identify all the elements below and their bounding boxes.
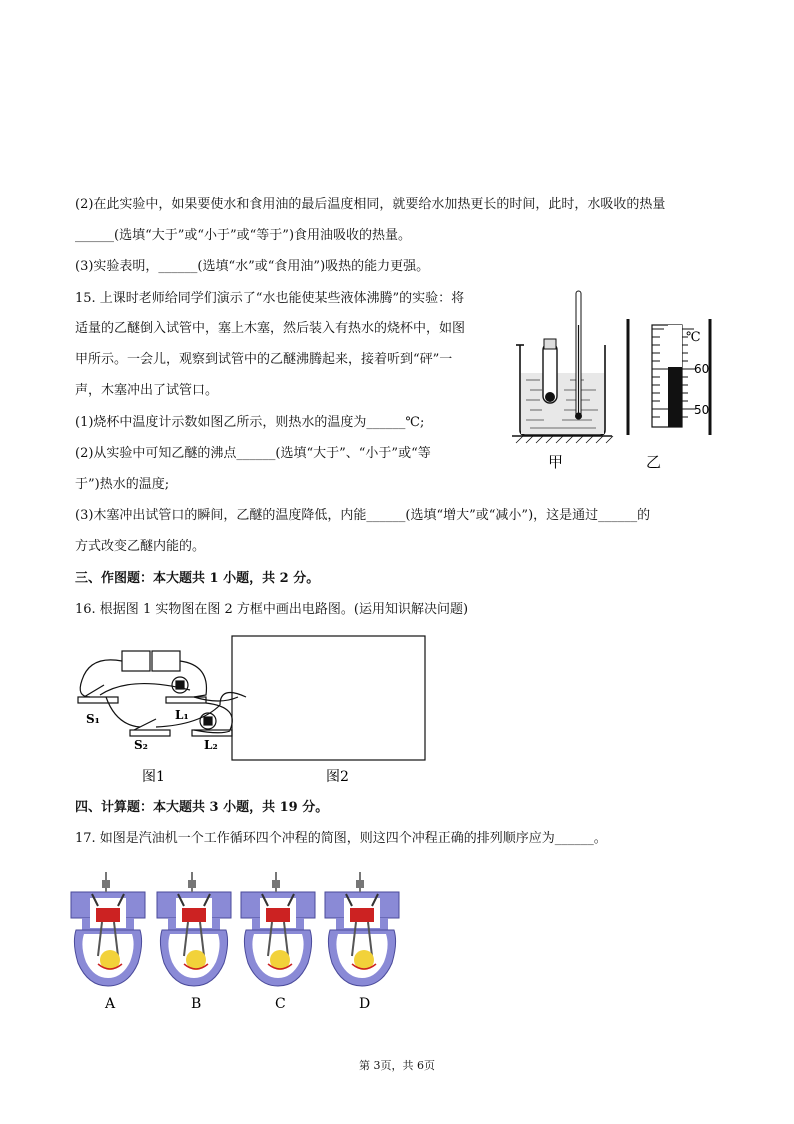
- engine-label-d: D: [359, 996, 371, 1012]
- q17-stem: 17. 如图是汽油机一个工作循环四个冲程的简图，则这四个冲程正确的排列顺序应为______。: [75, 831, 607, 846]
- q15-part2-line2: 于”)热水的温度;: [75, 477, 170, 492]
- thermometer-unit: ℃: [686, 330, 701, 345]
- q15-part2-line1: (2)从实验中可知乙醚的沸点______(选填“大于”、“小于”或“等: [75, 446, 431, 461]
- empty-circuit-frame: [232, 636, 425, 760]
- label-s2: S₂: [134, 738, 148, 752]
- figure-17: [68, 868, 408, 1013]
- figure-label-jia: 甲: [548, 453, 564, 471]
- figure-label-yi: 乙: [646, 453, 662, 471]
- label-l2: L₂: [204, 738, 218, 752]
- q15-part3-line2: 方式改变乙醚内能的。: [75, 539, 206, 554]
- q15-part1: (1)烧杯中温度计示数如图乙所示，则热水的温度为______℃;: [75, 415, 425, 430]
- beaker-diagram: [512, 291, 613, 443]
- engine-label-b: B: [191, 996, 202, 1012]
- circuit-physical-diagram: [78, 651, 246, 736]
- label-l1: L₁: [175, 708, 189, 722]
- engine-label-a: A: [105, 996, 116, 1012]
- engine-stroke-a: [71, 872, 145, 986]
- figure-15: [500, 285, 730, 475]
- thermometer-tick-50: 50: [694, 403, 710, 417]
- engine-stroke-b: [157, 872, 231, 986]
- engine-label-c: C: [275, 996, 286, 1012]
- caption-fig1: 图1: [142, 769, 165, 785]
- caption-fig2: 图2: [326, 769, 349, 785]
- section-3-heading: 三、作图题：本大题共 1 小题，共 2 分。: [75, 571, 320, 586]
- thermometer-tick-60: 60: [694, 362, 710, 376]
- q15-stem-line4: 声，木塞冲出了试管口。: [75, 383, 219, 398]
- q16-stem: 16. 根据图 1 实物图在图 2 方框中画出电路图。(运用知识解决问题): [75, 602, 469, 617]
- figure-16: [70, 635, 440, 787]
- thermometer-scale: [628, 319, 710, 435]
- page-footer: 第 3页，共 6页: [359, 1059, 435, 1072]
- q14-part3: (3)实验表明，______(选填“水”或“食用油”)吸热的能力更强。: [75, 259, 430, 274]
- engine-stroke-c: [241, 872, 315, 986]
- q14-part2-line1: (2)在此实验中，如果要使水和食用油的最后温度相同，就要给水加热更长的时间，此时，水吸收的热量: [75, 197, 666, 212]
- q15-stem-line3: 甲所示。一会儿，观察到试管中的乙醚沸腾起来，接着听到“砰”一: [75, 352, 453, 367]
- q15-stem-line1: 15. 上课时老师给同学们演示了“水也能使某些液体沸腾”的实验：将: [75, 291, 465, 306]
- section-4-heading: 四、计算题：本大题共 3 小题，共 19 分。: [75, 800, 329, 815]
- q14-part2-line2: ______(选填“大于”或“小于”或“等于”)食用油吸收的热量。: [75, 228, 412, 243]
- engine-stroke-d: [325, 872, 399, 986]
- q15-stem-line2: 适量的乙醚倒入试管中，塞上木塞，然后装入有热水的烧杯中，如图: [75, 321, 466, 336]
- label-s1: S₁: [86, 712, 100, 726]
- q15-part3-line1: (3)木塞冲出试管口的瞬间，乙醚的温度降低，内能______(选填“增大”或“减小”)，这是通过______的: [75, 508, 651, 523]
